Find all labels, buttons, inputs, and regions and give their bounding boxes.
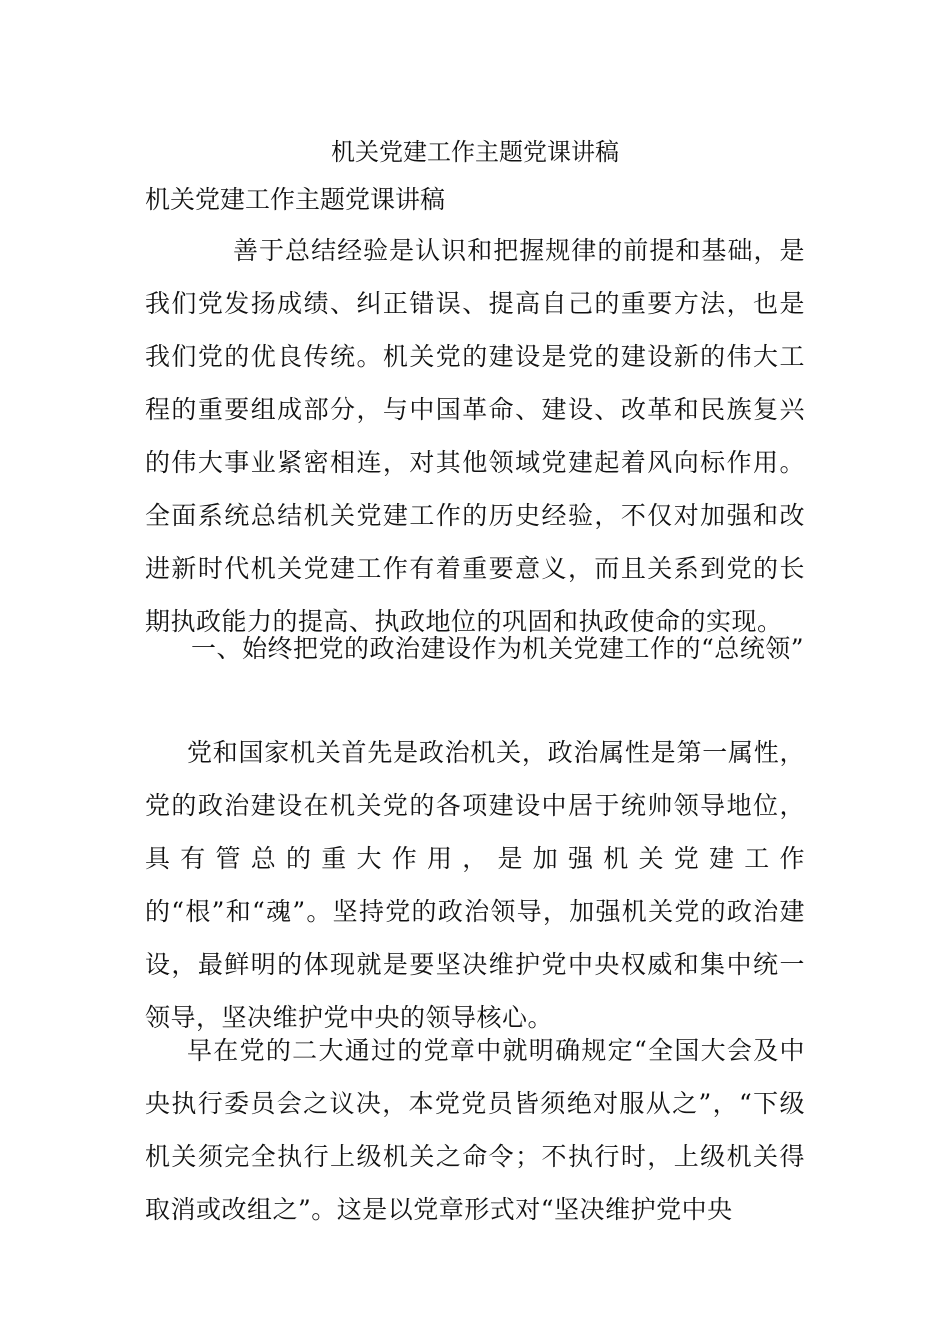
paragraph-second-congress: 早在党的二大通过的党章中就明确规定“全国大会及中央执行委员会之议决，本党党员皆须绝对服从之”，“下级机关须完全执行上级机关之命令；不执行时，上级机关得取消或改组之”。这是以党章形式对“坚决维护党中央: [145, 1036, 805, 1224]
paragraph-political-organ: 党和国家机关首先是政治机关，政治属性是第一属性，党的政治建设在机关党的各项建设中居于统帅领导地位，具有管总的重大作用，是加强机关党建工作的“根”和“魂”。坚持党的政治领导，加强机关党的政治建设，最鲜明的体现就是要坚决维护党中央权威和集中统一领导，坚决维护党中央的领导核心。: [145, 738, 805, 1032]
document-subtitle: 机关党建工作主题党课讲稿: [145, 185, 446, 214]
paragraph-intro: 善于总结经验是认识和把握规律的前提和基础，是我们党发扬成绩、纠正错误、提高自己的重要方法，也是我们党的优良传统。机关党的建设是党的建设新的伟大工程的重要组成部分，与中国革命、建设、改革和民族复兴的伟大事业紧密相连，对其他领域党建起着风向标作用。全面系统总结机关党建工作的历史经验，不仅对加强和改进新时代机关党建工作有着重要意义，而且关系到党的长期执政能力的提高、执政地位的巩固和执政使命的实现。: [145, 236, 805, 636]
section-heading-1: 一、始终把党的政治建设作为机关党建工作的“总统领”: [191, 634, 805, 663]
document-title: 机关党建工作主题党课讲稿: [331, 138, 619, 166]
